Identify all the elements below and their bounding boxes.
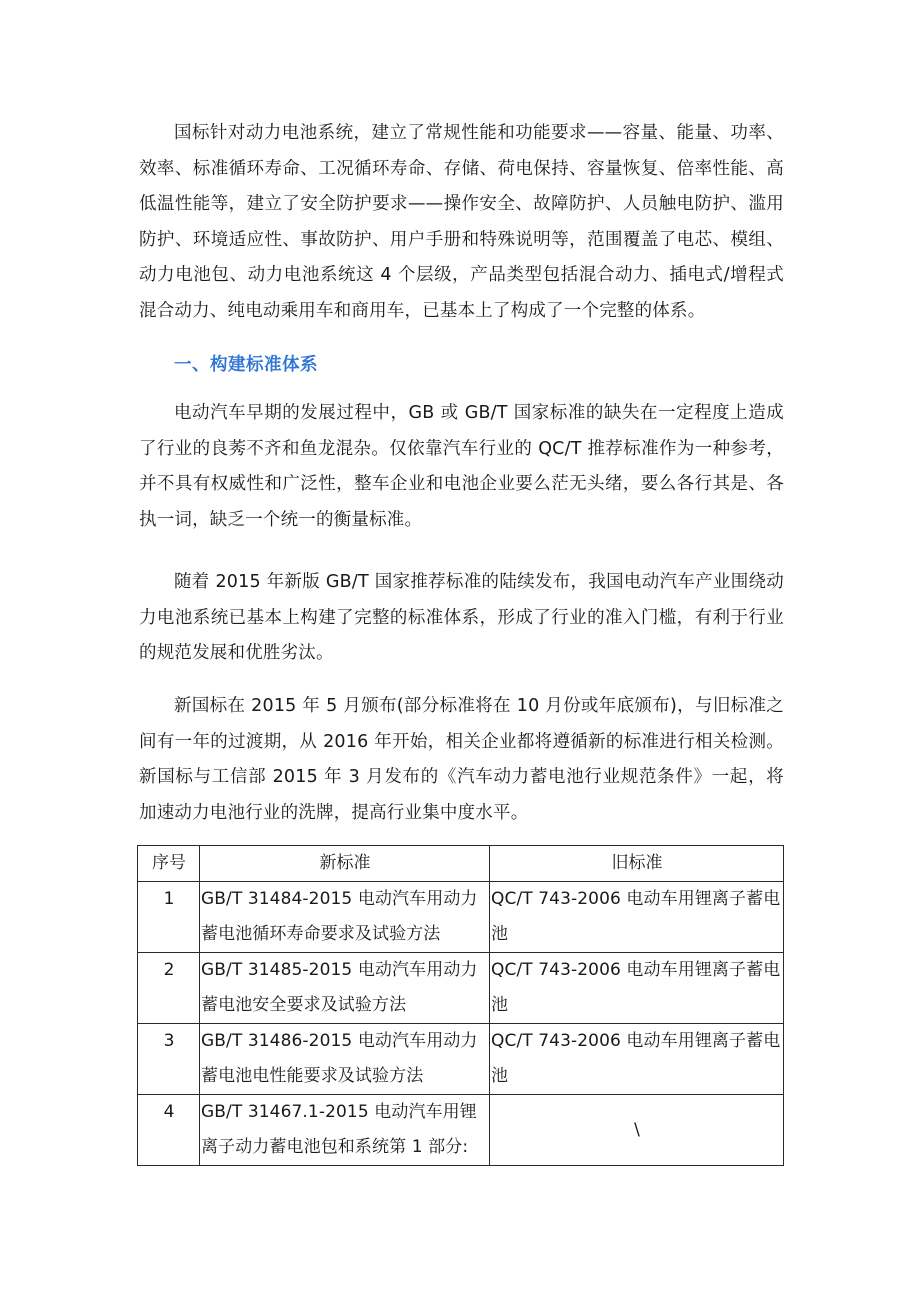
old-standard-cell-empty: \ — [490, 1095, 784, 1166]
paragraph-early-development: 电动汽车早期的发展过程中，GB 或 GB/T 国家标准的缺失在一定程度上造成了行业的良莠不齐和鱼龙混杂。仅依靠汽车行业的 QC/T 推荐标准作为一种参考，并不具有权威性和广泛性，整车企业和电池企业要么茫无头绪，要么各行其是、各执一词，缺乏一个统一的衡量标准。 — [139, 403, 784, 530]
header-new-standard: 新标准 — [200, 846, 490, 882]
new-standard-cell: GB/T 31484-2015 电动汽车用动力蓄电池循环寿命要求及试验方法 — [200, 882, 490, 953]
paragraph-standard-scope: 国标针对动力电池系统，建立了常规性能和功能要求——容量、能量、功率、效率、标准循环寿命、工况循环寿命、存储、荷电保持、容量恢复、倍率性能、高低温性能等，建立了安全防护要求——操作安全、故障防护、人员触电防护、滥用防护、环境适应性、事故防护、用户手册和特殊说明等，范围覆盖了电芯、模组、动力电池包、动力电池系统这 4 个层级，产品类型包括混合动力、插电式/增程式混合动力、纯电动乘用车和商用车，已基本上了构成了一个完整的体系。 — [139, 123, 784, 321]
new-standard-cell: GB/T 31486-2015 电动汽车用动力蓄电池电性能要求及试验方法 — [200, 1024, 490, 1095]
row-number: 1 — [138, 882, 200, 953]
table-row — [138, 953, 784, 1024]
old-standard-cell: QC/T 743-2006 电动车用锂离子蓄电池 — [490, 953, 784, 1024]
table-header-row — [138, 846, 784, 882]
new-standard-cell: GB/T 31467.1-2015 电动汽车用锂离子动力蓄电池包和系统第 1 部分: — [200, 1095, 490, 1166]
paragraph-new-standard-release: 新国标在 2015 年 5 月颁布(部分标准将在 10 月份或年底颁布)，与旧标准之间有一年的过渡期，从 2016 年开始，相关企业都将遵循新的标准进行相关检测。新国标与工信部 2015 年 3 月发布的《汽车动力蓄电池行业规范条件》一起，将加速动力电池行业的洗牌，提高行业集中度水平。 — [139, 696, 784, 823]
old-standard-cell: QC/T 743-2006 电动车用锂离子蓄电池 — [490, 882, 784, 953]
row-number: 4 — [138, 1095, 200, 1166]
row-number: 3 — [138, 1024, 200, 1095]
header-old-standard: 旧标准 — [490, 846, 784, 882]
table-row — [138, 1095, 784, 1166]
header-number: 序号 — [138, 846, 200, 882]
section-heading: 一、构建标准体系 — [174, 355, 318, 375]
table-row — [138, 882, 784, 953]
row-number: 2 — [138, 953, 200, 1024]
old-standard-cell: QC/T 743-2006 电动车用锂离子蓄电池 — [490, 1024, 784, 1095]
paragraph-2015-standards: 随着 2015 年新版 GB/T 国家推荐标准的陆续发布，我国电动汽车产业围绕动力电池系统已基本上构建了完整的标准体系，形成了行业的准入门槛，有利于行业的规范发展和优胜劣汰。 — [139, 572, 784, 663]
standards-comparison-table — [137, 845, 784, 1166]
new-standard-cell: GB/T 31485-2015 电动汽车用动力蓄电池安全要求及试验方法 — [200, 953, 490, 1024]
table-row — [138, 1024, 784, 1095]
